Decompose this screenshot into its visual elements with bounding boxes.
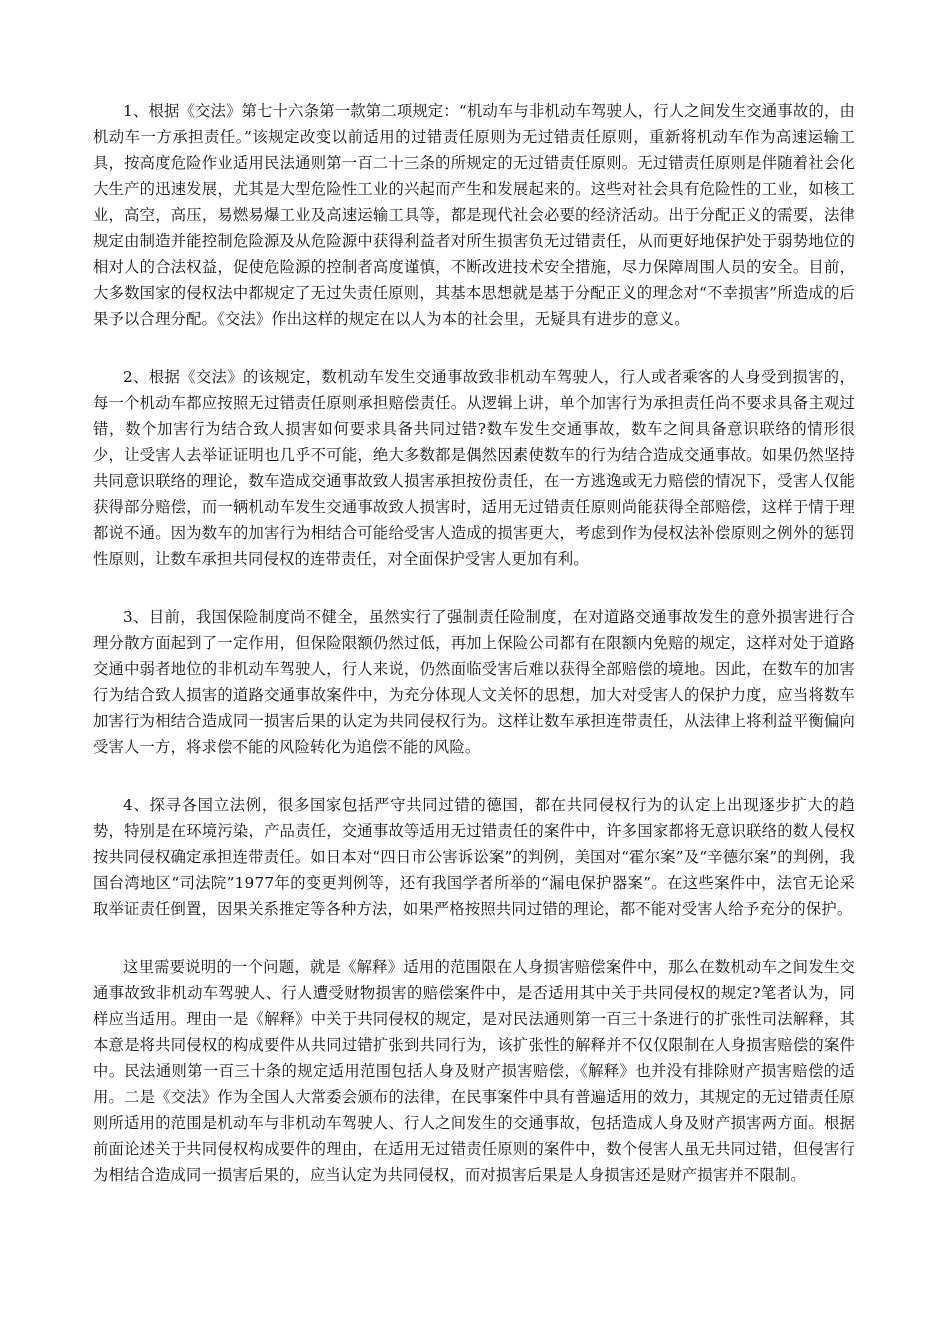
paragraph-4: 4、探寻各国立法例，很多国家包括严守共同过错的德国，都在共同侵权行为的认定上出现逐步扩大的趋势，特别是在环境污染，产品责任，交通事故等适用无过错责任的案件中，许多国家都将无意识联络的数人侵权按共同侵权确定承担连带责任。如日本对“四日市公害诉讼案”的判例，美国对“霍尔案”及“辛德尔案”的判例，我国台湾地区“司法院”1977年的变更判例等，还有我国学者所举的“漏电保护器案”。在这些案件中，法官无论采取举证责任倒置，因果关系推定等各种方法，如果严格按照共同过错的理论，都不能对受害人给予充分的保护。 [93,796,855,918]
paragraph-5: 这里需要说明的一个问题，就是《解释》适用的范围限在人身损害赔偿案件中，那么在数机动车之间发生交通事故致非机动车驾驶人、行人遭受财物损害的赔偿案件中，是否适用其中关于共同侵权的规定?笔者认为，同样应当适用。理由一是《解释》中关于共同侵权的规定，是对民法通则第一百三十条进行的扩张性司法解释，其本意是将共同侵权的构成要件从共同过错扩张到共同行为，该扩张性的解释并不仅仅限制在人身损害赔偿的案件中。民法通则第一百三十条的规定适用范围包括人身及财产损害赔偿，《解释》也并没有排除财产损害赔偿的适用。二是《交法》作为全国人大常委会颁布的法律，在民事案件中具有普遍适用的效力，其规定的无过错责任原则所适用的范围是机动车与非机动车驾驶人、行人之间发生的交通事故，包括造成人身及财产损害两方面。根据前面论述关于共同侵权构成要件的理由，在适用无过错责任原则的案件中，数个侵害人虽无共同过错，但侵害行为相结合造成同一损害后果的，应当认定为共同侵权，而对损害后果是人身损害还是财产损害并不限制。 [93,958,855,1184]
paragraph-1: 1、根据《交法》第七十六条第一款第二项规定：“机动车与非机动车驾驶人，行人之间发生交通事故的，由机动车一方承担责任。”该规定改变以前适用的过错责任原则为无过错责任原则，重新将机动车作为高速运输工具，按高度危险作业适用民法通则第一百二十三条的所规定的无过错责任原则。无过错责任原则是伴随着社会化大生产的迅速发展，尤其是大型危险性工业的兴起而产生和发展起来的。这些对社会具有危险性的工业，如核工业，高空，高压，易燃易爆工业及高速运输工具等，都是现代社会必要的经济活动。出于分配正义的需要，法律规定由制造并能控制危险源及从危险源中获得利益者对所生损害负无过错责任，从而更好地保护处于弱势地位的相对人的合法权益，促使危险源的控制者高度谨慎，不断改进技术安全措施，尽力保障周围人员的安全。目前，大多数国家的侵权法中都规定了无过失责任原则，其基本思想就是基于分配正义的理念对“不幸损害”所造成的后果予以合理分配。《交法》作出这样的规定在以人为本的社会里，无疑具有进步的意义。 [93,102,855,328]
paragraph-3: 3、目前，我国保险制度尚不健全，虽然实行了强制责任险制度，在对道路交通事故发生的意外损害进行合理分散方面起到了一定作用，但保险限额仍然过低，再加上保险公司都有在限额内免赔的规定，这样对处于道路交通中弱者地位的非机动车驾驶人，行人来说，仍然面临受害后难以获得全部赔偿的境地。因此，在数车的加害行为结合致人损害的道路交通事故案件中，为充分体现人文关怀的思想，加大对受害人的保护力度，应当将数车加害行为相结合造成同一损害后果的认定为共同侵权行为。这样让数车承担连带责任，从法律上将利益平衡偏向受害人一方，将求偿不能的风险转化为追偿不能的风险。 [93,608,855,756]
document-body [93,98,855,1188]
paragraph-2: 2、根据《交法》的该规定，数机动车发生交通事故致非机动车驾驶人，行人或者乘客的人身受到损害的，每一个机动车都应按照无过错责任原则承担赔偿责任。从逻辑上讲，单个加害行为承担责任尚不要求具备主观过错，数个加害行为结合致人损害如何要求具备共同过错?数车发生交通事故，数车之间具备意识联络的情形很少，让受害人去举证证明也几乎不可能，绝大多数都是偶然因素使数车的行为结合造成交通事故。如果仍然坚持共同意识联络的理论，数车造成交通事故致人损害承担按份责任，在一方逃逸或无力赔偿的情况下，受害人仅能获得部分赔偿，而一辆机动车发生交通事故致人损害时，适用无过错责任原则尚能获得全部赔偿，这样于情于理都说不通。因为数车的加害行为相结合可能给受害人造成的损害更大，考虑到作为侵权法补偿原则之例外的惩罚性原则，让数车承担共同侵权的连带责任，对全面保护受害人更加有利。 [93,368,855,568]
